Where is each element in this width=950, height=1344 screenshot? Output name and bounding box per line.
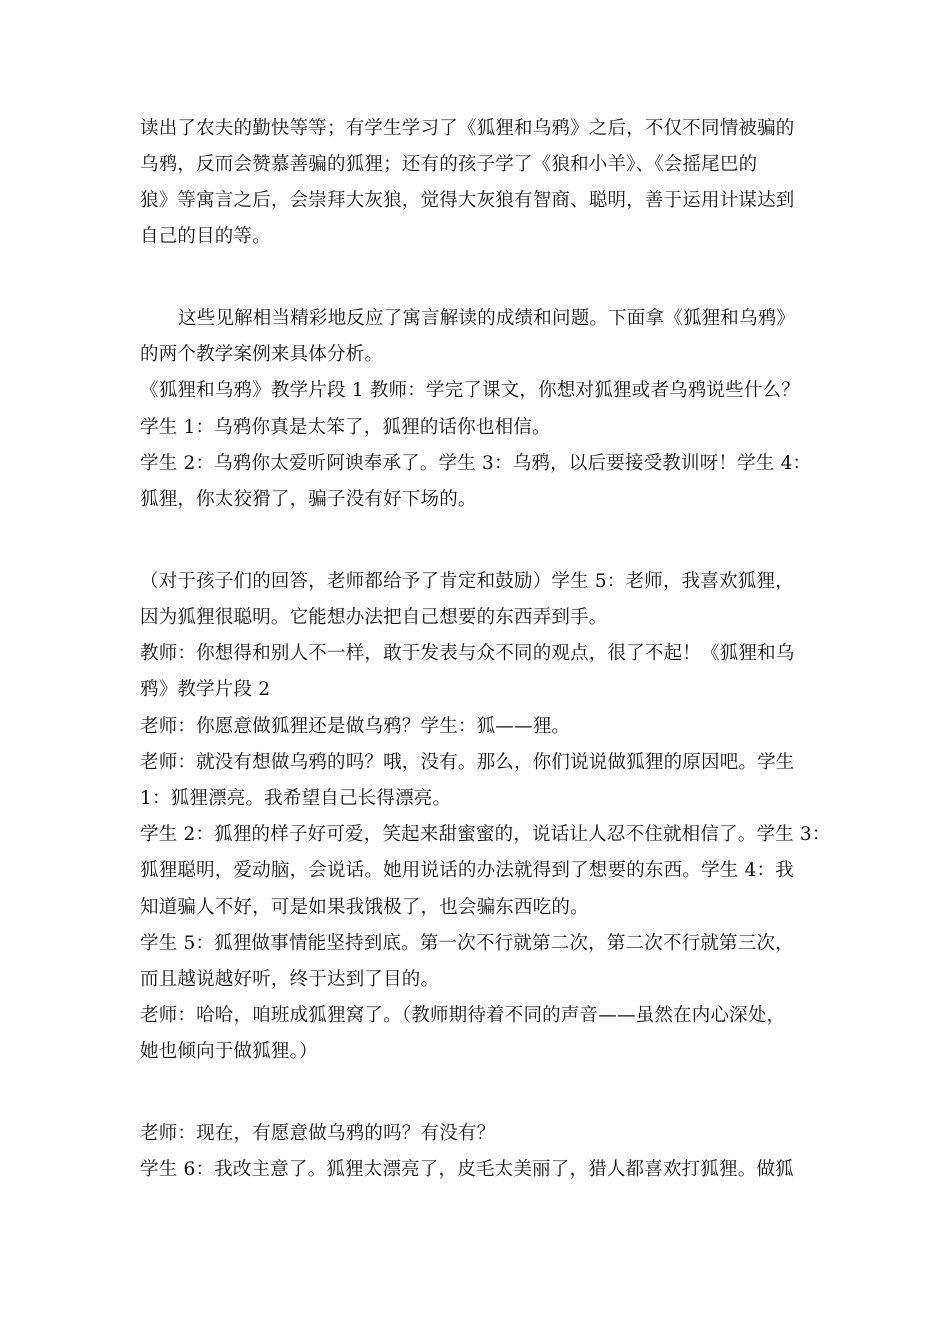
text-line: 读出了农夫的勤快等等；有学生学习了《狐狸和乌鸦》之后，不仅不同情被骗的 bbox=[140, 118, 795, 139]
text-line: 教师：你想得和别人不一样，敢于发表与众不同的观点，很了不起！《狐狸和乌 bbox=[140, 643, 795, 664]
text-line: 老师：你愿意做狐狸还是做乌鸦？学生：狐——狸。 bbox=[140, 716, 571, 737]
text-line: 《狐狸和乌鸦》教学片段 1 教师：学完了课文，你想对狐狸或者乌鸦说些什么？ bbox=[140, 380, 800, 401]
text-line: 而且越说越好听，终于达到了目的。 bbox=[140, 969, 440, 990]
text-line: 因为狐狸很聪明。它能想办法把自己想要的东西弄到手。 bbox=[140, 607, 608, 628]
text-line: 老师：哈哈，咱班成狐狸窝了。（教师期待着不同的声音——虽然在内心深处， bbox=[140, 1005, 786, 1026]
text-line: 她也倾向于做狐狸。） bbox=[140, 1041, 318, 1062]
text-line: 狐狸，你太狡猾了，骗子没有好下场的。 bbox=[140, 489, 477, 510]
text-line: 知道骗人不好，可是如果我饿极了，也会骗东西吃的。 bbox=[140, 897, 589, 918]
text-line: 狼》等寓言之后，会崇拜大灰狼，觉得大灰狼有智商、聪明，善于运用计谋达到 bbox=[140, 190, 795, 211]
text-line: 乌鸦，反而会赞慕善骗的狐狸；还有的孩子学了《狼和小羊》、《会摇尾巴的 bbox=[140, 154, 758, 175]
text-line: 学生 5：狐狸做事情能坚持到底。第一次不行就第二次，第二次不行就第三次， bbox=[140, 933, 794, 954]
text-line: 鸦》教学片段 2 bbox=[140, 679, 271, 700]
text-line: 的两个教学案例来具体分析。 bbox=[140, 344, 384, 365]
text-line: 老师：现在，有愿意做乌鸦的吗？有没有？ bbox=[140, 1123, 496, 1144]
text-line: 学生 1：乌鸦你真是太笨了，狐狸的话你也相信。 bbox=[140, 417, 551, 438]
text-line: 1：狐狸漂亮。我希望自己长得漂亮。 bbox=[140, 788, 452, 809]
text-line: 学生 2：狐狸的样子好可爱，笑起来甜蜜蜜的，说话让人忍不住就相信了。学生 3： bbox=[140, 824, 831, 845]
text-line: 狐狸聪明，爱动脑，会说话。她用说话的办法就得到了想要的东西。学生 4：我 bbox=[140, 860, 794, 881]
text-line: 学生 2：乌鸦你太爱听阿谀奉承了。学生 3：乌鸦，以后要接受教训呀！学生 4： bbox=[140, 453, 812, 474]
text-line: 老师：就没有想做乌鸦的吗？哦，没有。那么，你们说说做狐狸的原因吧。学生 bbox=[140, 752, 795, 773]
text-line: （对于孩子们的回答，老师都给予了肯定和鼓励）学生 5：老师，我喜欢狐狸， bbox=[140, 571, 794, 592]
text-line: 自己的目的等。 bbox=[140, 226, 271, 247]
paragraph-first-line: 这些见解相当精彩地反应了寓言解读的成绩和问题。下面拿《狐狸和乌鸦》 bbox=[178, 308, 796, 329]
text-line: 学生 6：我改主意了。狐狸太漂亮了，皮毛太美丽了，猎人都喜欢打狐狸。做狐 bbox=[140, 1159, 794, 1180]
